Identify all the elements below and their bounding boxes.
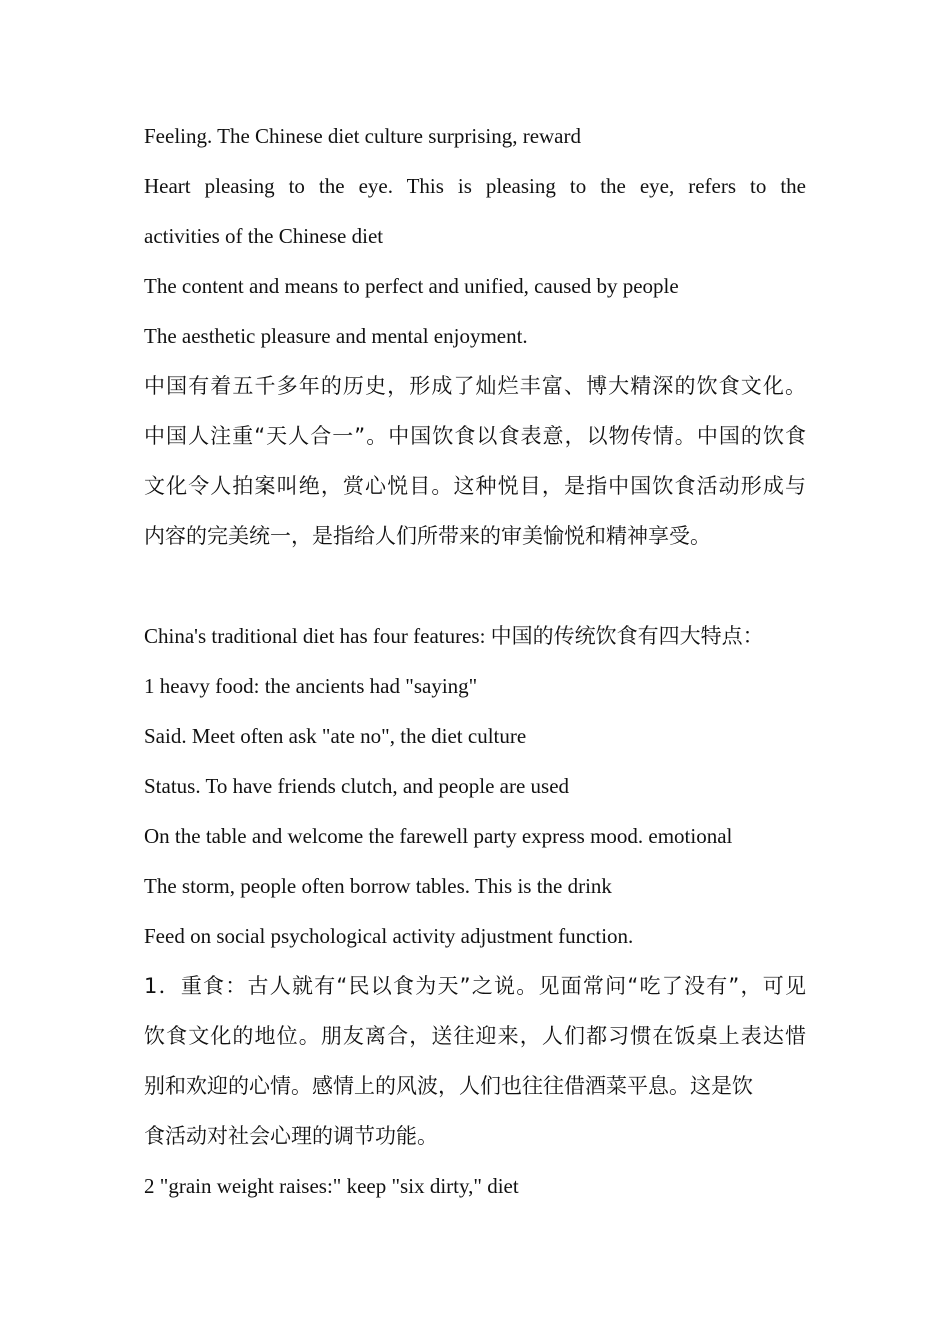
english-intro-line-1: Feeling. The Chinese diet culture surprising, reward xyxy=(144,124,582,148)
feature1-chinese-line-2: 饮食文化的地位。朋友离合，送往迎来，人们都习惯在饭桌上表达惜 xyxy=(144,1024,806,1048)
chinese-intro-line-3: 文化令人拍案叫绝，赏心悦目。这种悦目，是指中国饮食活动形成与 xyxy=(144,474,806,498)
feature2-english-line-1: 2 "grain weight raises:" keep "six dirty," diet xyxy=(144,1174,519,1198)
paragraph-spacer xyxy=(144,568,806,618)
feature1-chinese-line-3: 别和欢迎的心情。感情上的风波，人们也往往借酒菜平息。这是饮 xyxy=(144,1074,753,1098)
english-intro-line-5: The aesthetic pleasure and mental enjoyment. xyxy=(144,324,528,348)
feature1-english-line-1: 1 heavy food: the ancients had "saying" xyxy=(144,674,478,698)
english-intro-line-2: Heart pleasing to the eye. This is pleasing to the eye, refers to the xyxy=(144,174,806,198)
feature1-english-line-3: Status. To have friends clutch, and people are used xyxy=(144,774,570,798)
english-intro-line-4: The content and means to perfect and unified, caused by people xyxy=(144,274,679,298)
feature1-english-line-5: The storm, people often borrow tables. This is the drink xyxy=(144,874,612,898)
document-body xyxy=(144,118,806,1218)
feature1-english-line-6: Feed on social psychological activity adjustment function. xyxy=(144,924,634,948)
chinese-intro-line-2: 中国人注重“天人合一”。中国饮食以食表意，以物传情。中国的饮食 xyxy=(144,424,806,448)
chinese-intro-line-1: 中国有着五千多年的历史，形成了灿烂丰富、博大精深的饮食文化。 xyxy=(144,374,806,398)
feature1-english-line-2: Said. Meet often ask "ate no", the diet culture xyxy=(144,724,527,748)
feature1-english-line-4: On the table and welcome the farewell party express mood. emotional xyxy=(144,824,733,848)
feature1-chinese-line-1: 1．重食：古人就有“民以食为天”之说。见面常问“吃了没有”，可见 xyxy=(144,974,806,998)
chinese-intro-line-4: 内容的完美统一，是指给人们所带来的审美愉悦和精神享受。 xyxy=(144,524,711,548)
english-intro-line-3: activities of the Chinese diet xyxy=(144,224,384,248)
features-heading: China's traditional diet has four features: 中国的传统饮食有四大特点： xyxy=(144,624,764,648)
feature1-chinese-line-4: 食活动对社会心理的调节功能。 xyxy=(144,1124,438,1148)
